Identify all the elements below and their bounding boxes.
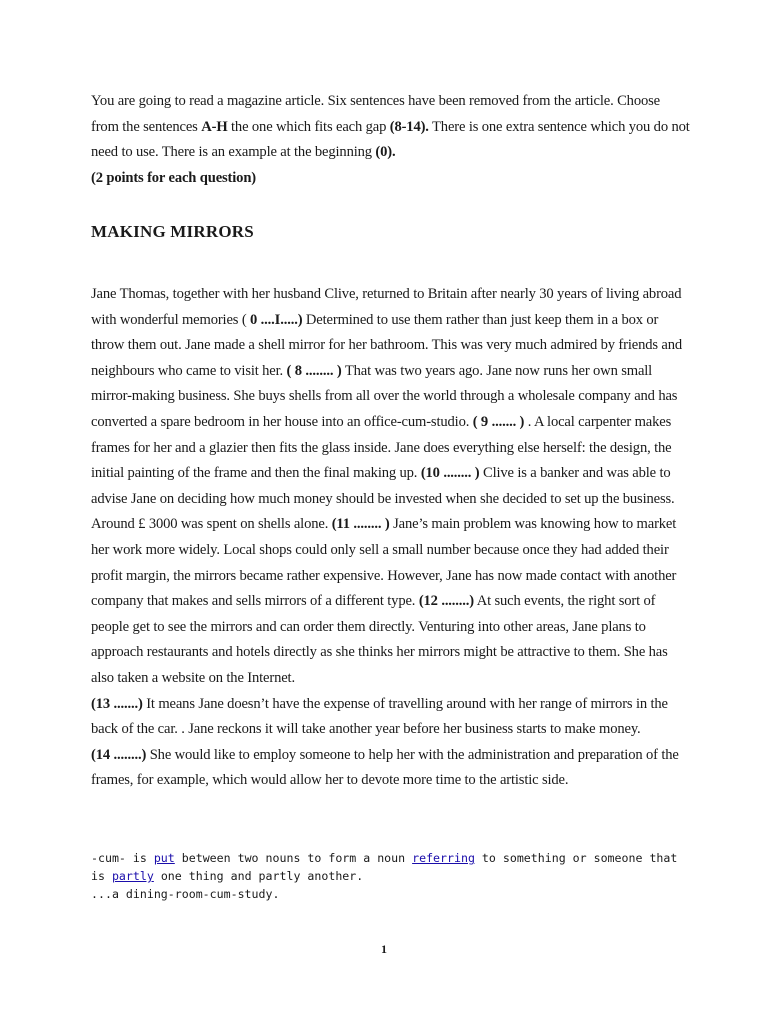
article-title: MAKING MIRRORS	[91, 222, 254, 241]
definition-text: one thing and partly another.	[153, 869, 364, 883]
article-text: It means Jane doesn’t have the expense of travelling around with her range of mirrors in the back of the car. . Jane reckons it will take another year before her business starts to make money.	[91, 695, 668, 738]
gap-8: ( 8 ........ )	[286, 362, 342, 379]
link-put[interactable]: put	[153, 851, 175, 865]
article-text: Determined to use them rather than just keep them in a box or throw them out. Jane made a shell mirror for her bathroom. This was very much admired by friends and neighbours who came to visit her.	[91, 311, 683, 379]
definition-text: to something or someone that is	[91, 851, 678, 883]
gap-9: ( 9 ....... )	[472, 413, 525, 430]
gap-11: (11 ........ )	[331, 516, 390, 533]
instructions-text: You are going to read a magazine article. Six sentences have been removed from the article. Choose from the sentences	[91, 93, 660, 135]
article-body	[91, 282, 691, 794]
article-text: She would like to employ someone to help her with the administration and preparation of the frames, for example, which would allow her to devote more time to the artistic side.	[91, 746, 679, 789]
gap-12: (12 ........)	[418, 593, 475, 610]
article-text: Jane Thomas, together with her husband Clive, returned to Britain after nearly 30 years of living abroad with wonderful memories (	[91, 286, 682, 328]
gap-0: 0 ....I.....)	[250, 311, 303, 328]
points-note: (2 points for each question)	[91, 169, 256, 186]
cum-definition	[91, 849, 691, 903]
link-referring[interactable]: referring	[412, 851, 475, 865]
link-partly[interactable]: partly	[111, 869, 154, 883]
article-text: That was two years ago. Jane now runs her own small mirror-making business. She buys shells from all over the world through a wholesale company and has converted a spare bedroom in her house into an office-cum-studio.	[91, 362, 678, 430]
article-text: Jane’s main problem was knowing how to market her work more widely. Local shops could only sell a small number because once they had added their profit margin, the mirrors became rather expensive. However, Jane has now made contact with another company that makes and sells mirrors of a different type.	[91, 516, 677, 610]
gap-range: (8-14).	[389, 118, 429, 135]
instructions-text: There is one extra sentence which you do not need to use. There is an example at the beginning	[91, 118, 690, 161]
answer-range: A-H	[201, 118, 228, 135]
instructions-text: the one which fits each gap	[227, 118, 390, 135]
article-text: Clive is a banker and was able to advise Jane on deciding how much money should be invested when she decided to set up the business. Around £ 3000 was spent on shells alone.	[91, 465, 675, 533]
article-text: . A local carpenter makes frames for her and a glazier then fits the glass inside. Jane does everything else herself: the design, the initial painting of the frame and then the final making up.	[91, 413, 672, 482]
gap-10: (10 ........ )	[420, 465, 480, 482]
instructions	[91, 89, 691, 191]
definition-example: ...a dining-room-cum-study.	[91, 887, 280, 901]
gap-13: (13 .......)	[91, 695, 143, 712]
definition-text: -cum- is	[91, 851, 154, 865]
article-text: At such events, the right sort of people get to see the mirrors and can order them directly. Venturing into other areas, Jane plans to approach restaurants and hotels directly as she thinks her mirrors might be attractive to them. She has also taken a website on the Internet.	[91, 593, 668, 686]
definition-text: between two nouns to form a noun	[174, 851, 413, 865]
page-number: 1	[381, 942, 387, 956]
gap-14: (14 ........)	[91, 746, 147, 763]
example-ref: (0).	[375, 144, 396, 161]
